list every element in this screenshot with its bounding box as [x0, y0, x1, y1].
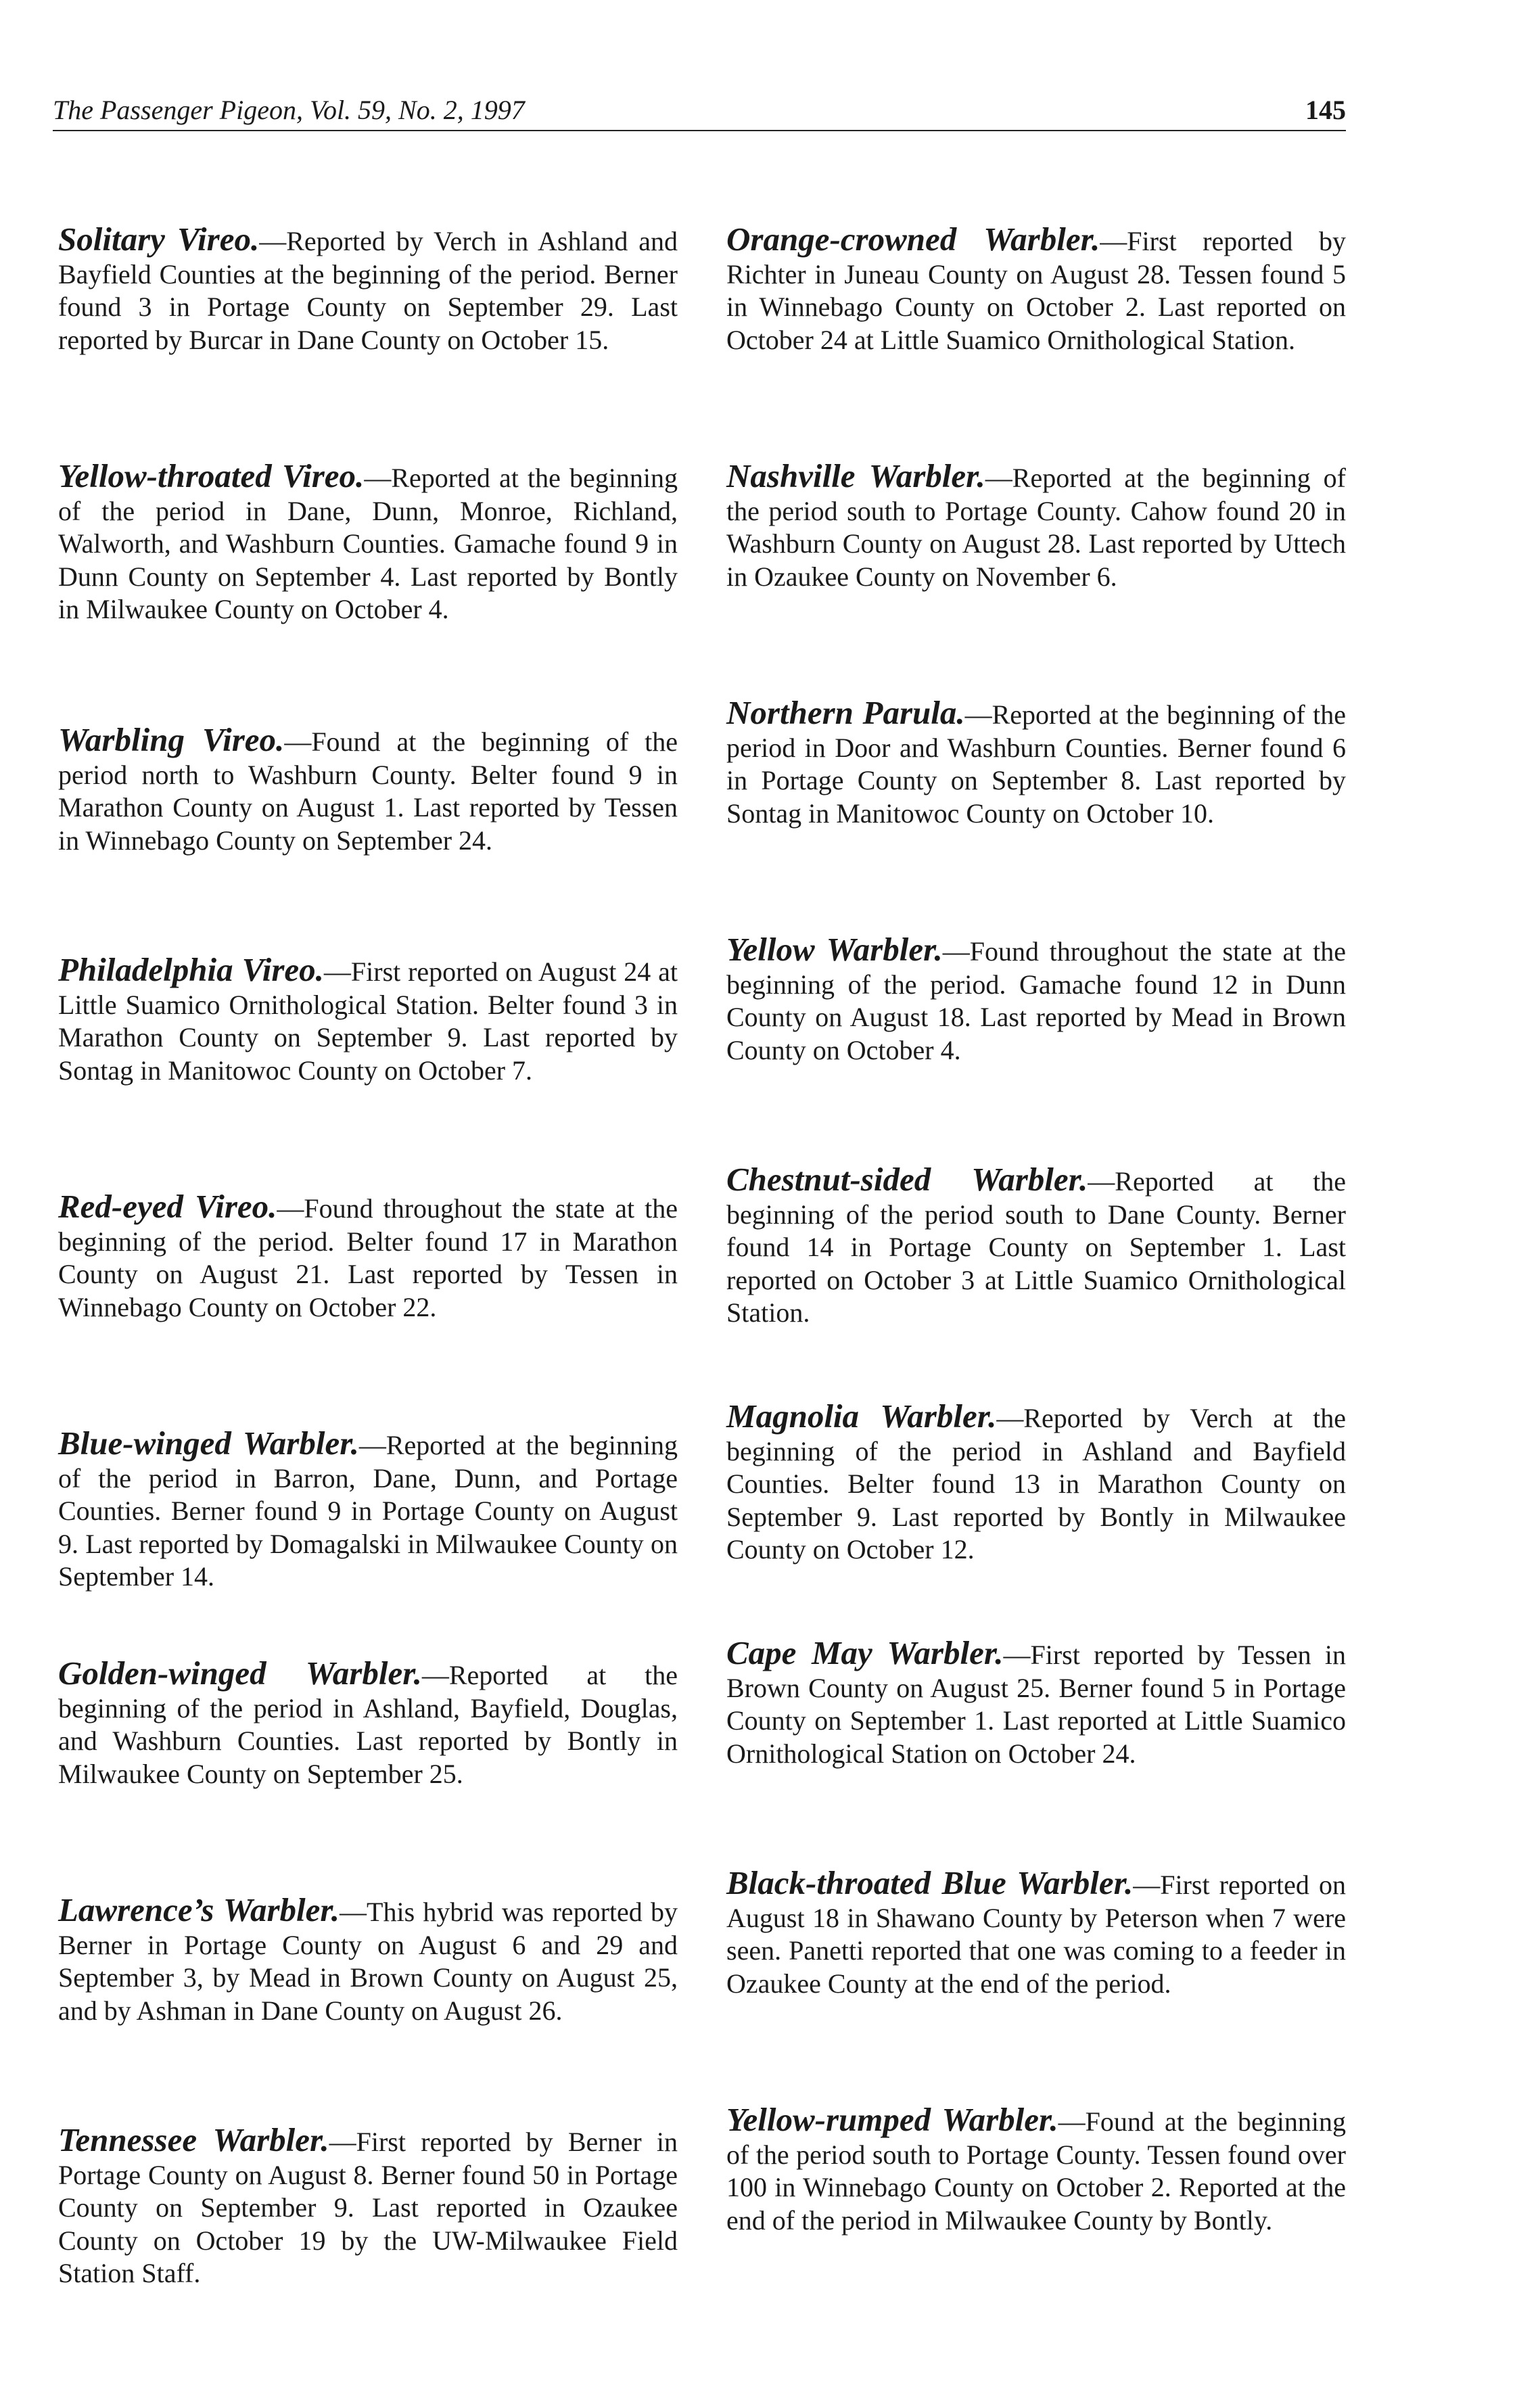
species-entry	[58, 951, 678, 1087]
species-entry	[726, 1163, 1346, 1330]
species-entry	[58, 223, 678, 356]
page-number: 145	[1305, 95, 1346, 125]
species-name: Cape May Warbler.	[726, 1634, 1004, 1671]
species-name: Lawrence’s Warbler.	[58, 1891, 340, 1928]
species-name: Black-throated Blue Warbler.	[726, 1864, 1134, 1901]
species-name: Warbling Vireo.	[58, 721, 285, 758]
header-rule	[53, 130, 1346, 131]
species-account: —Reported at the beginning of the period in Dane, Dunn, Monroe, Richland, Walworth, and Washburn Counties. Gamache found 9 in Dunn County on September 4. Last reported by Bontly in Milwaukee County on October 4.	[58, 463, 678, 624]
species-name: Blue-winged Warbler.	[58, 1425, 359, 1462]
species-entry	[726, 933, 1346, 1067]
page-header	[53, 93, 1346, 135]
species-account: —First reported on August 18 in Shawano County by Peterson when 7 were seen. Panetti reported that one was coming to a feeder in Ozaukee County at the end of the period.	[726, 1870, 1346, 1999]
species-entry	[58, 1427, 678, 1594]
species-name: Tennessee Warbler.	[58, 2121, 329, 2158]
species-account: —First reported by Berner in Portage County on August 8. Berner found 50 in Portage County on September 9. Last reported in Ozaukee County on October 19 by the UW-Milwaukee Field Station Staff.	[58, 2127, 678, 2288]
species-name: Nashville Warbler.	[726, 457, 985, 494]
species-entry	[58, 457, 678, 626]
species-entry	[726, 1397, 1346, 1567]
species-account: —Reported by Verch in Ashland and Bayfield Counties at the beginning of the period. Berner found 3 in Portage County on September 29. Last reported by Burcar in Dane County on October 15.	[58, 226, 678, 355]
species-name: Red-eyed Vireo.	[58, 1188, 277, 1225]
species-account: —First reported by Tessen in Brown County on August 25. Berner found 5 in Portage County on September 1. Last reported at Little Suamico Ornithological Station on October 24.	[726, 1640, 1347, 1769]
species-account: —Reported at the beginning of the period south to Dane County. Berner found 14 in Portage County on September 1. Last reported on October 3 at Little Suamico Ornithological Station.	[726, 1166, 1346, 1328]
species-account: —Reported at the beginning of the period south to Portage County. Cahow found 20 in Washburn County on August 28. Last reported by Uttech in Ozaukee County on November 6.	[726, 463, 1346, 592]
species-account: —Found at the beginning of the period south to Portage County. Tessen found over 100 in Winnebago County on October 2. Reported at the end of the period in Milwaukee County by Bontly.	[726, 2106, 1346, 2236]
species-account: —First reported on August 24 at Little Suamico Ornithological Station. Belter found 3 in Marathon County on September 9. Last reported by Sontag in Manitowoc County on October 7.	[58, 956, 678, 1086]
species-name: Yellow-rumped Warbler.	[726, 2101, 1058, 2138]
species-account: —Found at the beginning of the period north to Washburn County. Belter found 9 in Marathon County on August 1. Last reported by Tessen in Winnebago County on September 24.	[58, 726, 678, 856]
species-entry	[726, 223, 1346, 356]
species-name: Magnolia Warbler.	[726, 1397, 997, 1435]
species-name: Yellow-throated Vireo.	[58, 457, 365, 494]
species-name: Golden-winged Warbler.	[58, 1654, 422, 1692]
species-entry	[726, 694, 1346, 830]
species-name: Orange-crowned Warbler.	[726, 221, 1100, 258]
species-entry	[726, 1634, 1347, 1770]
species-account: —Reported at the beginning of the period in Barron, Dane, Dunn, and Portage Counties. Berner found 9 in Portage County on August 9. Last reported by Domagalski in Milwaukee County on September 14.	[58, 1430, 678, 1592]
species-account: —Reported at the beginning of the period in Door and Washburn Counties. Berner found 6 in Portage County on September 8. Last reported by Sontag in Manitowoc County on October 10.	[726, 699, 1346, 829]
species-entry	[58, 1190, 678, 1324]
species-account: —Found throughout the state at the beginning of the period. Gamache found 12 in Dunn County on August 18. Last reported by Mead in Brown County on October 4.	[726, 936, 1346, 1065]
species-account: —This hybrid was reported by Berner in Portage County on August 6 and 29 and September 3, by Mead in Brown County on August 25, and by Ashman in Dane County on August 26.	[58, 1897, 678, 2026]
journal-citation: The Passenger Pigeon, Vol. 59, No. 2, 1997	[53, 95, 525, 125]
species-account: —First reported by Richter in Juneau County on August 28. Tessen found 5 in Winnebago County on October 2. Last reported on October 24 at Little Suamico Ornithological Station.	[726, 226, 1346, 355]
species-account: —Reported by Verch at the beginning of the period in Ashland and Bayfield Counties. Belter found 13 in Marathon County on September 9. Last reported by Bontly in Milwaukee County on October 12.	[726, 1403, 1346, 1565]
species-entry	[726, 2101, 1346, 2237]
species-account: —Found throughout the state at the beginning of the period. Belter found 17 in Marathon County on August 21. Last reported by Tessen in Winnebago County on October 22.	[58, 1193, 678, 1322]
species-account: —Reported at the beginning of the period in Ashland, Bayfield, Douglas, and Washburn Counties. Last reported by Bontly in Milwaukee County on September 25.	[58, 1660, 678, 1789]
species-name: Yellow Warbler.	[726, 931, 943, 968]
species-entry	[726, 457, 1346, 593]
species-entry	[58, 721, 678, 857]
species-entry	[58, 2121, 678, 2290]
species-name: Solitary Vireo.	[58, 221, 260, 258]
species-name: Northern Parula.	[726, 694, 965, 731]
species-name: Chestnut-sided Warbler.	[726, 1161, 1088, 1198]
species-name: Philadelphia Vireo.	[58, 951, 324, 988]
species-entry	[726, 1864, 1346, 2000]
species-entry	[58, 1891, 678, 2027]
species-entry	[58, 1654, 678, 1790]
